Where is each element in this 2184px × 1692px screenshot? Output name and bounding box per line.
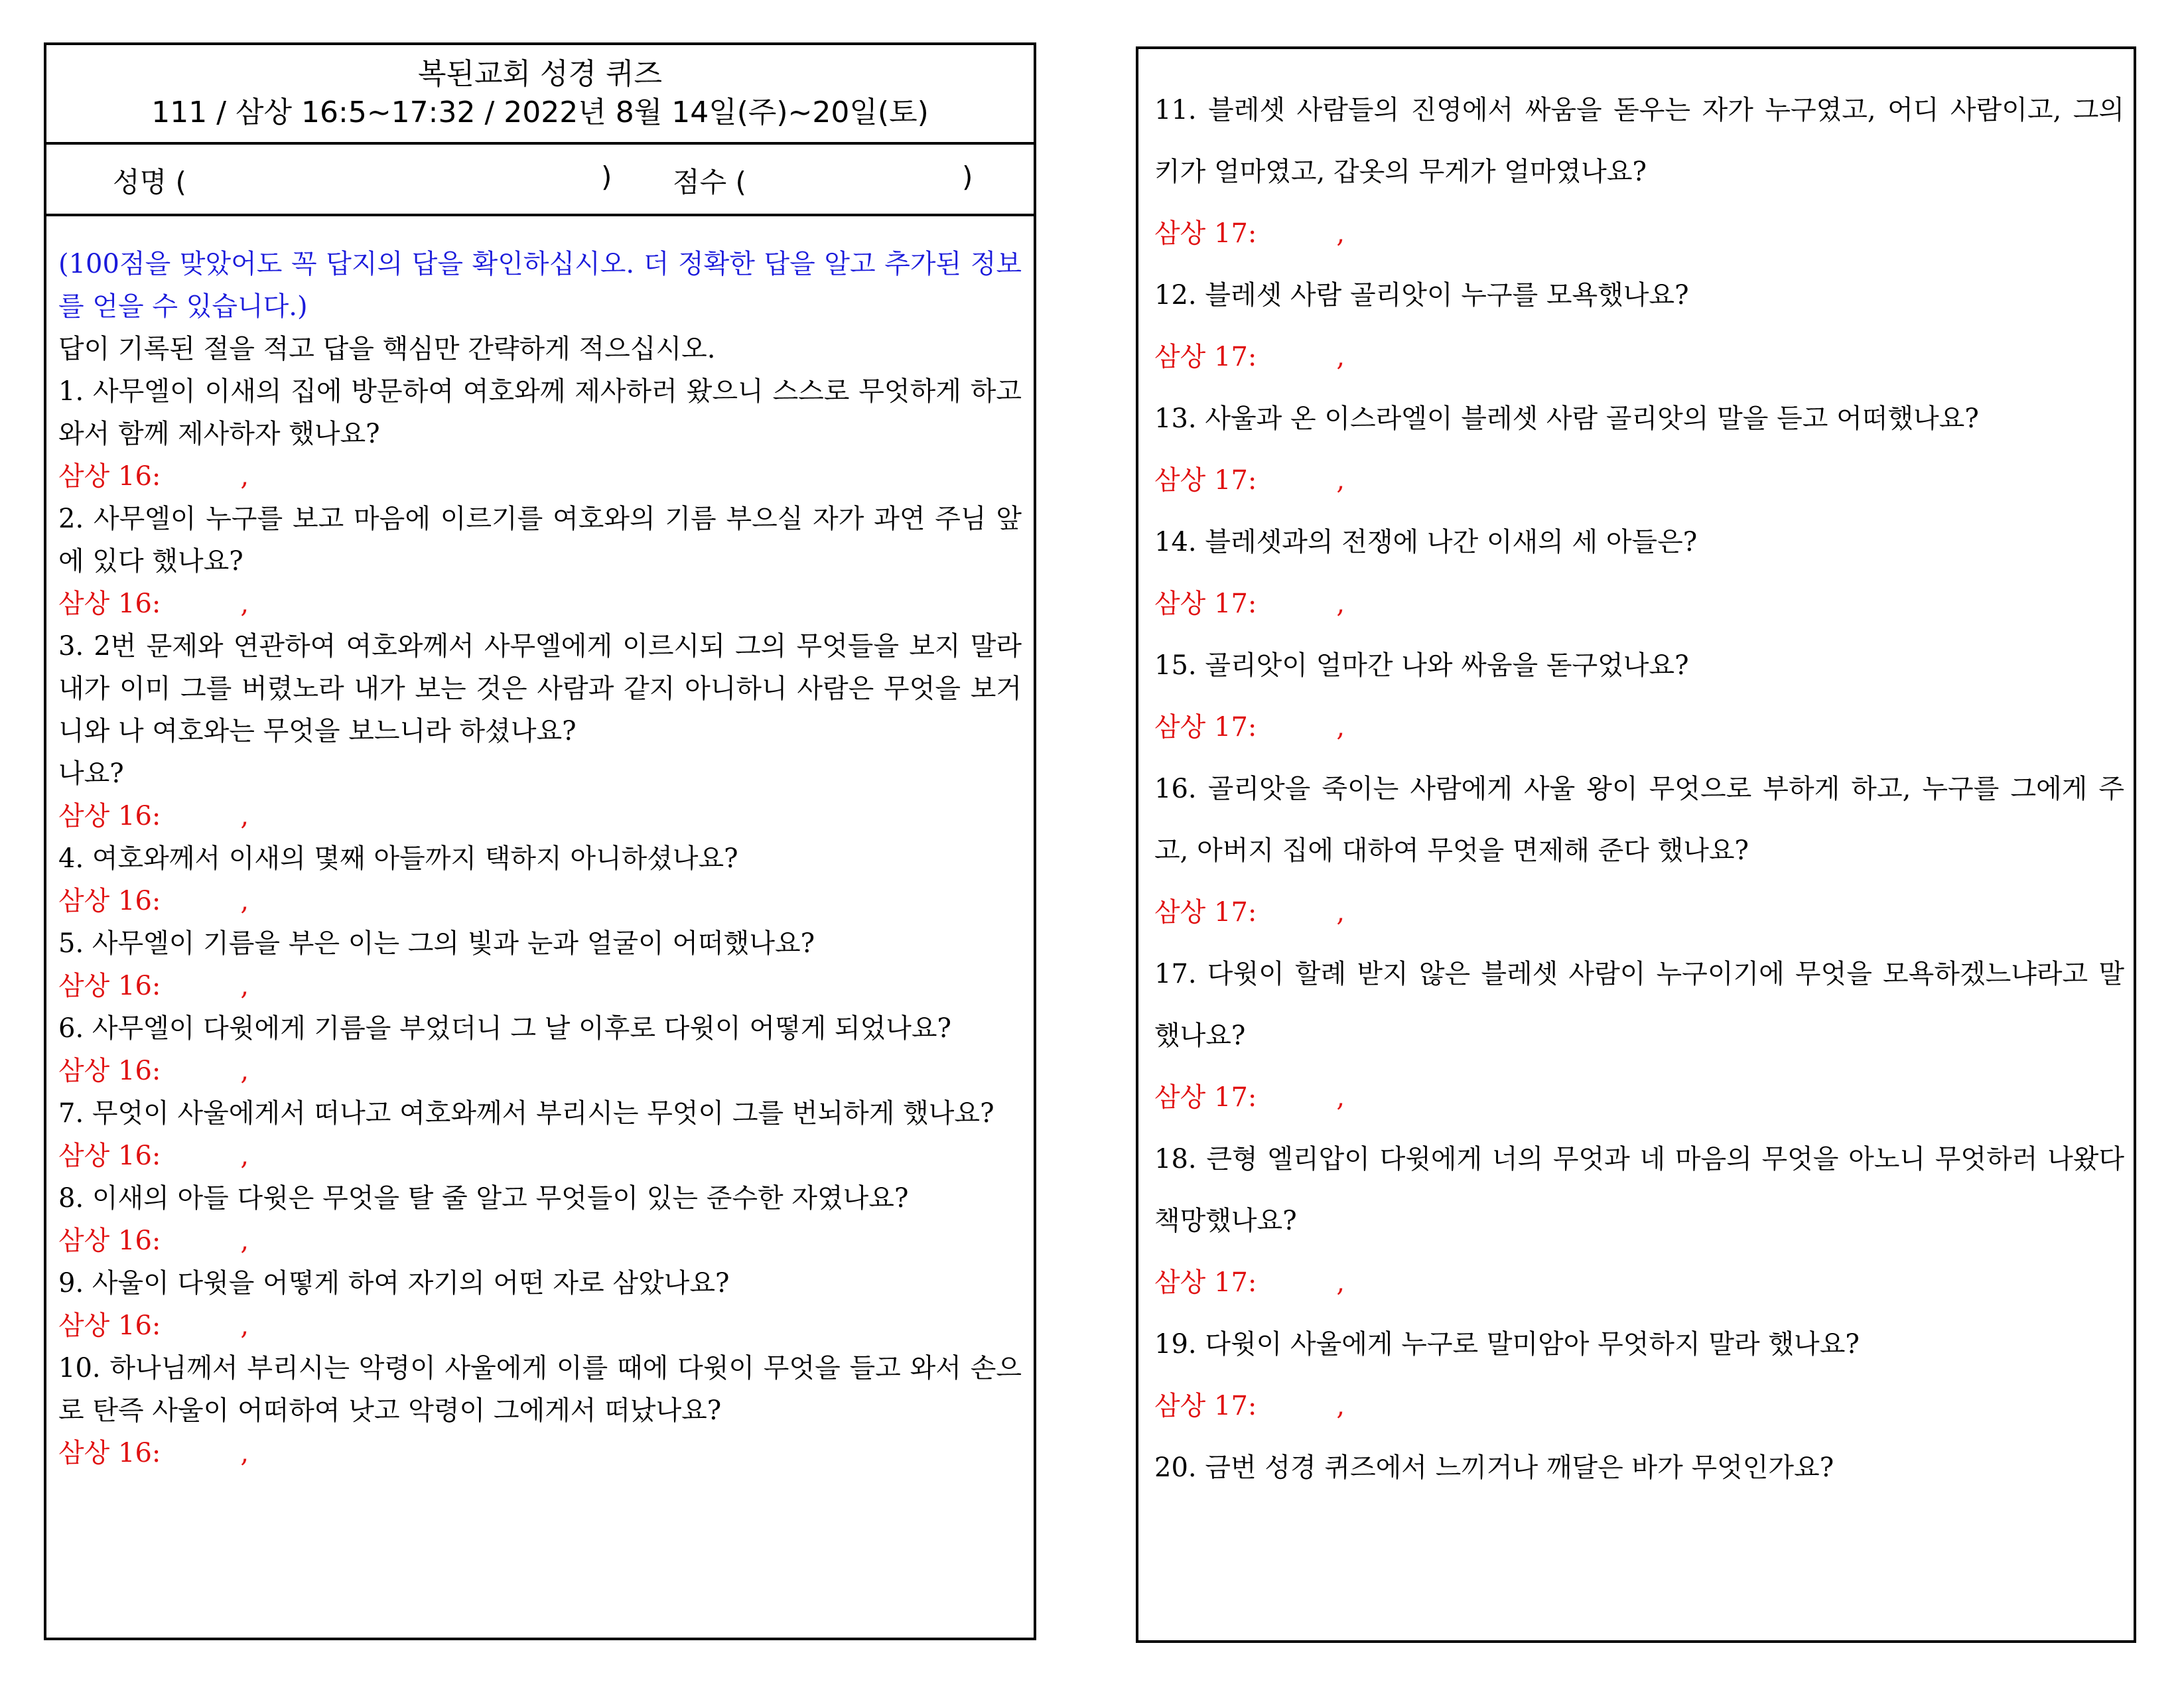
quiz-title: 복된교회 성경 퀴즈 <box>417 57 662 91</box>
notice-text: (100점을 맞았어도 꼭 답지의 답을 확인하십시오. 더 정확한 답을 알고 추가된 정보를 얻을 수 있습니다.) <box>58 249 1022 322</box>
question-14: 14. 블레셋과의 전쟁에 나간 이새의 세 아들은? <box>1154 527 1698 557</box>
answer-line-2 <box>58 583 1022 625</box>
question-9: 9. 사울이 다윗을 어떻게 하여 자기의 어떤 자로 삼았나요? <box>58 1268 730 1299</box>
answer-line-14 <box>1154 573 2124 635</box>
question-12: 12. 블레셋 사람 골리앗이 누구를 모욕했나요? <box>1154 280 1689 311</box>
answer-ref: 삼상 17: <box>1154 1267 1257 1298</box>
answer-ref: 삼상 17: <box>1154 218 1257 249</box>
right-quiz-panel <box>1136 46 2136 1643</box>
answer-line-8 <box>58 1220 1022 1262</box>
answer-comma: , <box>240 1438 249 1468</box>
answer-comma: , <box>240 801 249 831</box>
answer-comma: , <box>240 589 249 619</box>
answer-line-13 <box>1154 450 2124 512</box>
answer-comma: , <box>1336 1267 1345 1298</box>
question-3-extra: 나요? <box>58 758 124 789</box>
answer-ref: 삼상 16: <box>58 1310 161 1341</box>
answer-line-9 <box>58 1304 1022 1347</box>
answer-line-15 <box>1154 697 2124 758</box>
answer-line-17 <box>1154 1067 2124 1129</box>
answer-line-5 <box>58 965 1022 1007</box>
answer-ref: 삼상 17: <box>1154 712 1257 742</box>
answer-ref: 삼상 16: <box>58 886 161 916</box>
question-1: 1. 사무엘이 이새의 집에 방문하여 여호와께 제사하러 왔으니 스스로 무엇하게 하고 와서 함께 제사하자 했나요? <box>58 376 1022 449</box>
answer-comma: , <box>240 886 249 916</box>
answer-ref: 삼상 16: <box>58 1141 161 1171</box>
instruction-text: 답이 기록된 절을 적고 답을 핵심만 간략하게 적으십시오. <box>58 334 716 364</box>
name-score-row <box>46 145 1034 216</box>
question-16: 16. 골리앗을 죽이는 사람에게 사울 왕이 무엇으로 부하게 하고, 누구를 그에게 주고, 아버지 집에 대하여 무엇을 면제해 준다 했나요? <box>1154 774 2124 866</box>
question-4: 4. 여호와께서 이새의 몇째 아들까지 택하지 아니하셨나요? <box>58 843 738 874</box>
score-close: ) <box>962 161 973 193</box>
answer-ref: 삼상 16: <box>58 1438 161 1468</box>
answer-line-6 <box>58 1050 1022 1092</box>
answer-comma: , <box>240 461 249 492</box>
answer-ref: 삼상 16: <box>58 461 161 492</box>
name-label: 성명 ( <box>113 166 186 198</box>
question-20: 20. 금번 성경 퀴즈에서 느끼거나 깨달은 바가 무엇인가요? <box>1154 1452 1834 1483</box>
answer-comma: , <box>240 1226 249 1256</box>
answer-comma: , <box>1336 897 1345 928</box>
answer-ref: 삼상 16: <box>58 1056 161 1086</box>
answer-comma: , <box>1336 342 1345 372</box>
answer-line-12 <box>1154 326 2124 388</box>
answer-comma: , <box>1336 589 1345 619</box>
answer-line-18 <box>1154 1252 2124 1314</box>
question-13: 13. 사울과 온 이스라엘이 블레셋 사람 골리앗의 말을 듣고 어떠했나요? <box>1154 403 1979 434</box>
answer-comma: , <box>240 1141 249 1171</box>
answer-ref: 삼상 17: <box>1154 465 1257 496</box>
right-question-list <box>1138 49 2134 1499</box>
answer-ref: 삼상 16: <box>58 971 161 1001</box>
answer-line-4 <box>58 880 1022 922</box>
question-5: 5. 사무엘이 기름을 부은 이는 그의 빛과 눈과 얼굴이 어떠했나요? <box>58 928 815 959</box>
answer-line-19 <box>1154 1375 2124 1437</box>
answer-line-11 <box>1154 203 2124 265</box>
answer-ref: 삼상 17: <box>1154 1391 1257 1421</box>
question-19: 19. 다윗이 사울에게 누구로 말미암아 무엇하지 말라 했나요? <box>1154 1329 1860 1360</box>
name-close: ) <box>601 161 612 193</box>
answer-ref: 삼상 16: <box>58 801 161 831</box>
question-11: 11. 블레셋 사람들의 진영에서 싸움을 돋우는 자가 누구였고, 어디 사람이고, 그의 키가 얼마였고, 갑옷의 무게가 얼마였나요? <box>1154 95 2124 187</box>
question-15: 15. 골리앗이 얼마간 나와 싸움을 돋구었나요? <box>1154 650 1689 681</box>
answer-ref: 삼상 16: <box>58 1226 161 1256</box>
quiz-header <box>46 45 1034 145</box>
answer-line-1 <box>58 455 1022 498</box>
answer-comma: , <box>1336 1082 1345 1113</box>
answer-comma: , <box>1336 1391 1345 1421</box>
answer-line-3 <box>58 795 1022 837</box>
answer-comma: , <box>240 1056 249 1086</box>
answer-line-10 <box>58 1432 1022 1474</box>
answer-comma: , <box>240 1310 249 1341</box>
answer-comma: , <box>240 971 249 1001</box>
answer-ref: 삼상 17: <box>1154 1082 1257 1113</box>
question-10: 10. 하나님께서 부리시는 악령이 사울에게 이를 때에 다윗이 무엇을 들고 와서 손으로 탄즉 사울이 어떠하여 낫고 악령이 그에게서 떠났나요? <box>58 1353 1022 1426</box>
answer-comma: , <box>1336 465 1345 496</box>
question-8: 8. 이새의 아들 다윗은 무엇을 탈 줄 알고 무엇들이 있는 준수한 자였나요? <box>58 1183 909 1214</box>
left-quiz-panel <box>44 42 1036 1640</box>
question-6: 6. 사무엘이 다윗에게 기름을 부었더니 그 날 이후로 다윗이 어떻게 되었나요? <box>58 1013 951 1044</box>
answer-ref: 삼상 17: <box>1154 589 1257 619</box>
answer-comma: , <box>1336 218 1345 249</box>
question-3: 3. 2번 문제와 연관하여 여호와께서 사무엘에게 이르시되 그의 무엇들을 보지 말라 내가 이미 그를 버렸노라 내가 보는 것은 사람과 같지 아니하니 사람은 무엇을 보거니와 나 여호와는 무엇을 보느니라 하셨나요? <box>58 631 1022 746</box>
left-question-list <box>46 243 1034 1474</box>
question-18: 18. 큰형 엘리압이 다윗에게 너의 무엇과 네 마음의 무엇을 아노니 무엇하러 나왔다 책망했나요? <box>1154 1144 2124 1236</box>
answer-comma: , <box>1336 712 1345 742</box>
answer-line-16 <box>1154 882 2124 944</box>
quiz-subtitle: 111 / 삼상 16:5~17:32 / 2022년 8월 14일(주)~20일(토) <box>151 96 929 129</box>
answer-ref: 삼상 17: <box>1154 897 1257 928</box>
question-17: 17. 다윗이 할례 받지 않은 블레셋 사람이 누구이기에 무엇을 모욕하겠느냐라고 말했나요? <box>1154 959 2124 1051</box>
question-7: 7. 무엇이 사울에게서 떠나고 여호와께서 부리시는 무엇이 그를 번뇌하게 했나요? <box>58 1098 994 1129</box>
score-label: 점수 ( <box>673 166 746 198</box>
answer-ref: 삼상 17: <box>1154 342 1257 372</box>
answer-ref: 삼상 16: <box>58 589 161 619</box>
answer-line-7 <box>58 1135 1022 1177</box>
question-2: 2. 사무엘이 누구를 보고 마음에 이르기를 여호와의 기름 부으실 자가 과연 주님 앞에 있다 했나요? <box>58 504 1022 577</box>
